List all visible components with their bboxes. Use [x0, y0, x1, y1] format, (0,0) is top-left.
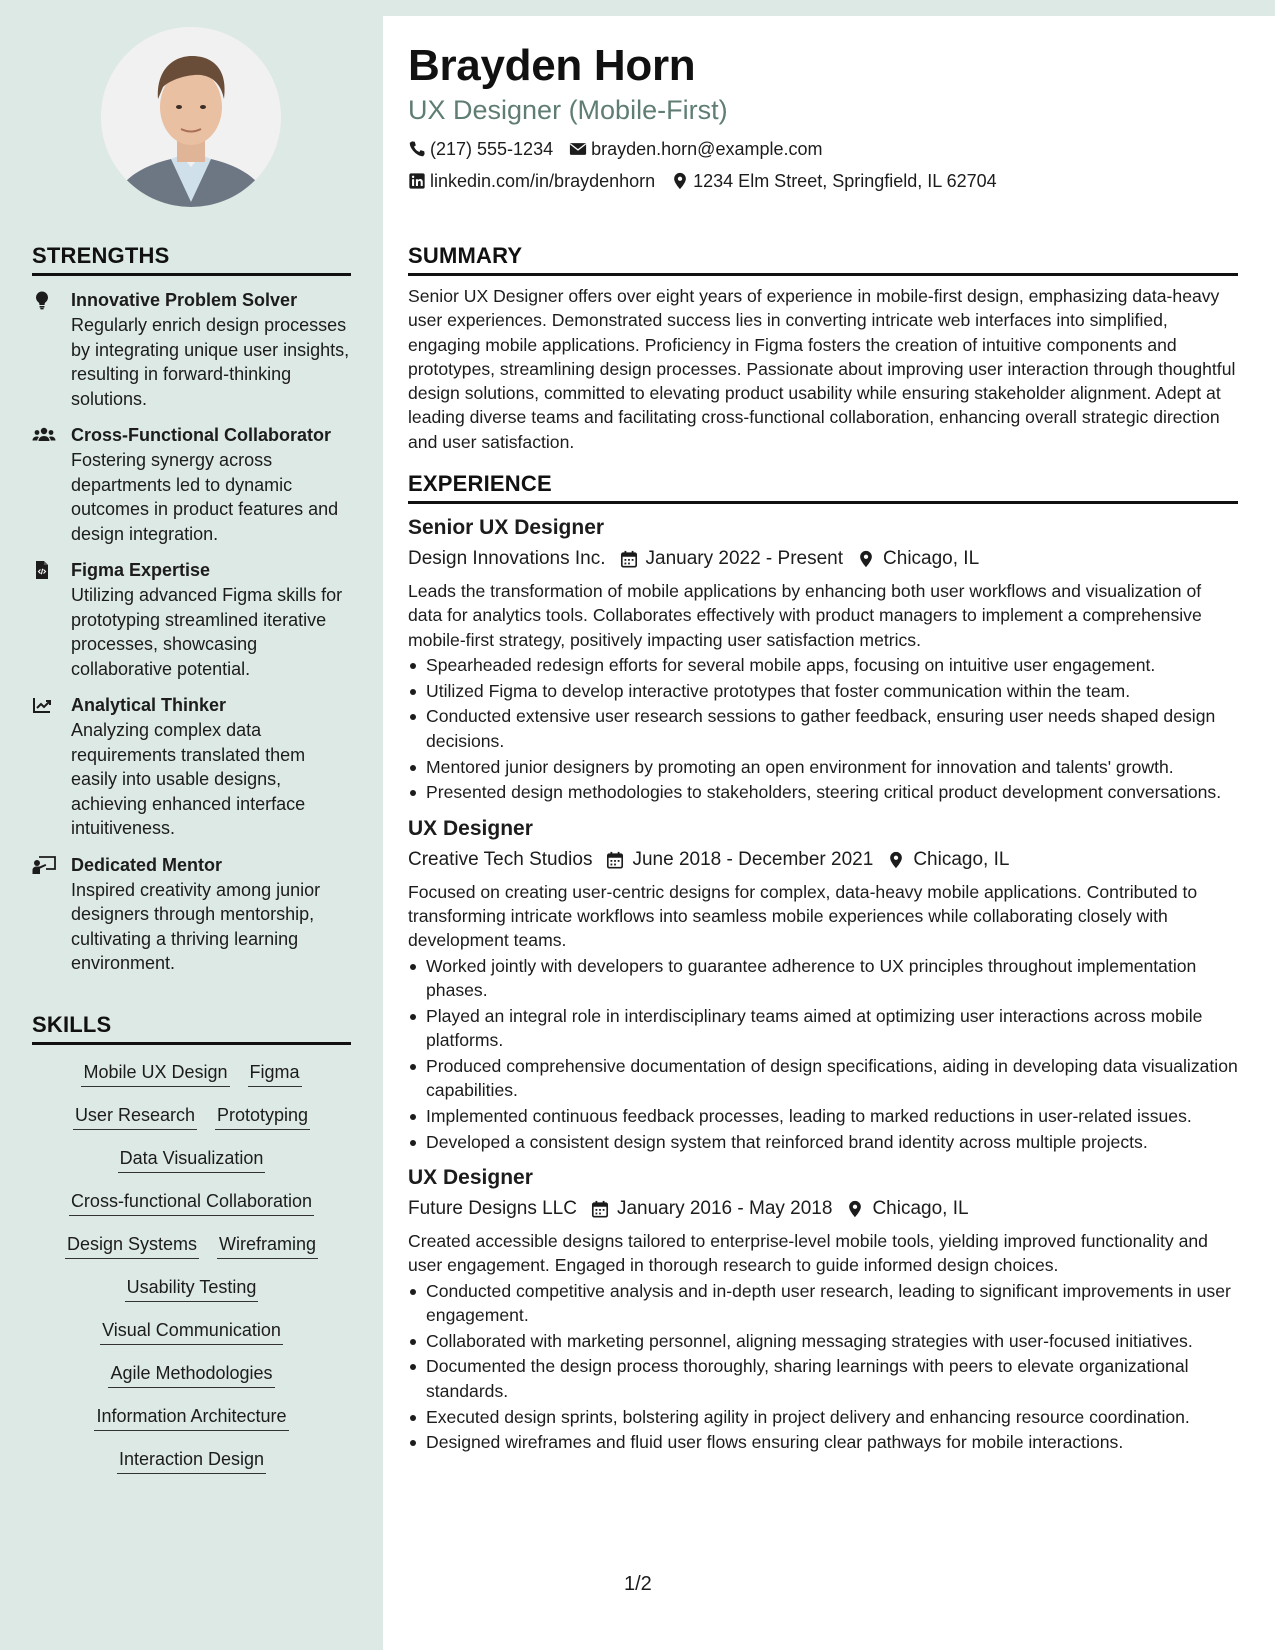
- skill-tag: Interaction Design: [117, 1446, 266, 1474]
- contact-phone[interactable]: [408, 138, 553, 160]
- job-title: Senior UX Designer: [408, 516, 605, 539]
- skill-tag: Usability Testing: [125, 1274, 259, 1302]
- candidate-name: Brayden Horn: [408, 41, 696, 90]
- calendar-icon: [606, 851, 624, 869]
- linkedin-icon: [408, 172, 426, 190]
- strength-title: Cross-Functional Collaborator: [71, 425, 332, 445]
- strength-title: Figma Expertise: [71, 560, 211, 580]
- calendar-icon: [620, 550, 638, 568]
- job-entry: [408, 1164, 1238, 1455]
- summary-section: [408, 243, 1238, 454]
- job-location: Chicago, IL: [872, 1197, 969, 1219]
- skill-tag: Data Visualization: [118, 1145, 266, 1173]
- job-dates: June 2018 - December 2021: [632, 848, 874, 870]
- bullet-item: Collaborated with marketing personnel, aligning messaging strategies with user-focused initiatives.: [408, 1329, 1238, 1353]
- bullet-item: Produced comprehensive documentation of design specifications, aiding in developing data visualization capabilities.: [408, 1054, 1238, 1103]
- lightbulb-icon: [32, 288, 71, 411]
- skill-tag: Information Architecture: [94, 1403, 288, 1431]
- strength-item: [32, 558, 351, 681]
- chart-line-icon: [32, 693, 71, 841]
- location-pin-icon: [671, 172, 689, 190]
- job-location: Chicago, IL: [883, 548, 980, 569]
- page-number: 1/2: [624, 1573, 652, 1595]
- skill-tag: User Research: [73, 1102, 197, 1130]
- job-entry: [408, 514, 1238, 805]
- summary-title: SUMMARY: [408, 243, 1238, 276]
- calendar-icon: [591, 1200, 609, 1218]
- bullet-item: Conducted competitive analysis and in-depth user research, leading to significant improvements in user engagement.: [408, 1279, 1238, 1328]
- job-description: Focused on creating user-centric designs for complex, data-heavy mobile applications. Contributed to transforming intricate workflows into seamless mobile experiences while collaborating closely with development teams.: [408, 881, 1198, 951]
- skill-tag: Design Systems: [65, 1231, 199, 1259]
- email-text: brayden.horn@example.com: [591, 139, 823, 159]
- bullet-item: Mentored junior designers by promoting an open environment for innovation and talents' growth.: [408, 755, 1238, 779]
- main-content: [383, 16, 1275, 1650]
- bullet-item: Played an integral role in interdisciplinary teams aimed at optimizing user interactions across mobile platforms.: [408, 1004, 1238, 1053]
- strength-desc: Analyzing complex data requirements translated them easily into usable designs, achieving enhanced interface intuitiveness.: [71, 720, 306, 838]
- location-pin-icon: [846, 1200, 864, 1218]
- sidebar: [0, 0, 383, 1650]
- strength-desc: Fostering synergy across departments led to dynamic outcomes in product features and design integration.: [71, 450, 339, 544]
- contact-email[interactable]: [569, 138, 822, 160]
- job-description: Created accessible designs tailored to enterprise-level mobile tools, yielding improved functionality and user engagement. Engaged in thorough research to guide informed design choices.: [408, 1230, 1208, 1276]
- job-dates: January 2022 - Present: [645, 548, 844, 569]
- location-pin-icon: [887, 851, 905, 869]
- bullet-item: Executed design sprints, bolstering agility in project delivery and enhancing resource coordination.: [408, 1405, 1238, 1429]
- skills-title: SKILLS: [32, 1012, 351, 1045]
- job-title: UX Designer: [408, 1165, 533, 1189]
- job-bullets: [408, 653, 1238, 805]
- strength-desc: Regularly enrich design processes by integrating unique user insights, resulting in forward-thinking solutions.: [71, 315, 350, 409]
- bullet-item: Utilized Figma to develop interactive prototypes that foster communication within the team.: [408, 679, 1238, 703]
- location-pin-icon: [857, 550, 875, 568]
- linkedin-text: linkedin.com/in/braydenhorn: [430, 171, 656, 191]
- summary-text: Senior UX Designer offers over eight years of experience in mobile-first design, emphasizing data-heavy user experiences. Demonstrated success lies in converting intricate web interfaces into simplified, engaging mobile applications. Proficiency in Figma fosters the creation of intuitive components and prototypes, streamlining design processes. Passionate about improving user interaction through thoughtful design solutions, committed to elevating product usability while ensuring stakeholder alignment. Adept at leading diverse teams and facilitating cross-functional collaboration, enhancing overall strategic direction and user satisfaction.: [408, 286, 1236, 452]
- skills-section: [32, 1012, 351, 1474]
- strength-item: [32, 288, 351, 411]
- experience-section: [408, 471, 1238, 1456]
- candidate-role: UX Designer (Mobile-First): [408, 95, 728, 125]
- file-code-icon: [32, 558, 71, 681]
- skills-list: [32, 1059, 351, 1474]
- portrait-image: [101, 27, 281, 207]
- resume-header: [408, 41, 1258, 197]
- phone-icon: [408, 140, 426, 158]
- skill-tag: Wireframing: [217, 1231, 318, 1259]
- bullet-item: Documented the design process thoroughly, sharing learnings with peers to elevate organizational standards.: [408, 1354, 1238, 1403]
- skill-tag: Agile Methodologies: [108, 1360, 274, 1388]
- bullet-item: Conducted extensive user research sessions to gather feedback, ensuring user needs shaped design decisions.: [408, 704, 1238, 753]
- bullet-item: Developed a consistent design system that reinforced brand identity across multiple projects.: [408, 1130, 1238, 1154]
- strength-item: [32, 853, 351, 976]
- job-company: Creative Tech Studios: [408, 848, 593, 870]
- bullet-item: Spearheaded redesign efforts for several mobile apps, focusing on intuitive user engagement.: [408, 653, 1238, 677]
- strength-item: [32, 423, 351, 546]
- strength-desc: Inspired creativity among junior designers through mentorship, cultivating a thriving learning environment.: [71, 879, 321, 973]
- skill-tag: Figma: [248, 1059, 302, 1087]
- address-text: 1234 Elm Street, Springfield, IL 62704: [693, 171, 997, 191]
- job-company: Future Designs LLC: [408, 1197, 577, 1219]
- job-meta: [408, 1195, 1238, 1223]
- job-bullets: [408, 1279, 1238, 1455]
- strengths-title: STRENGTHS: [32, 243, 351, 276]
- bullet-item: Implemented continuous feedback processes, leading to marked reductions in user-related issues.: [408, 1104, 1238, 1128]
- job-entry: [408, 815, 1238, 1154]
- phone-text: (217) 555-1234: [430, 139, 554, 159]
- envelope-icon: [569, 140, 587, 158]
- skill-tag: Visual Communication: [100, 1317, 283, 1345]
- contact-linkedin[interactable]: [408, 170, 655, 192]
- bullet-item: Designed wireframes and fluid user flows ensuring clear pathways for mobile interactions.: [408, 1430, 1238, 1454]
- job-company: Design Innovations Inc.: [408, 548, 606, 569]
- profile-photo: [101, 27, 281, 207]
- strength-title: Dedicated Mentor: [71, 854, 223, 875]
- experience-title: EXPERIENCE: [408, 471, 1238, 504]
- job-description: Leads the transformation of mobile applications by enhancing both user workflows and visualization of data for analytics tools. Collaborates effectively with product managers to implement a comprehensive mobile-first strategy, positively impacting user satisfaction metrics.: [408, 581, 1202, 650]
- job-meta: [408, 846, 1238, 874]
- contact-address: [671, 170, 997, 192]
- strength-item: [32, 693, 351, 841]
- skill-tag: Cross-functional Collaboration: [69, 1188, 314, 1216]
- job-title: UX Designer: [408, 816, 533, 840]
- users-icon: [32, 423, 71, 546]
- job-location: Chicago, IL: [913, 848, 1010, 870]
- contact-info: [408, 133, 1258, 197]
- job-bullets: [408, 954, 1238, 1154]
- bullet-item: Worked jointly with developers to guarantee adherence to UX principles throughout implementation phases.: [408, 954, 1238, 1003]
- strength-title: Analytical Thinker: [71, 695, 227, 715]
- strength-title: Innovative Problem Solver: [71, 290, 298, 310]
- strength-desc: Utilizing advanced Figma skills for prototyping streamlined iterative processes, showcasing collaborative potential.: [71, 585, 343, 679]
- chalkboard-teacher-icon: [32, 853, 71, 976]
- skill-tag: Prototyping: [215, 1102, 310, 1130]
- job-meta: [408, 545, 1238, 573]
- job-dates: January 2016 - May 2018: [616, 1197, 833, 1219]
- bullet-item: Presented design methodologies to stakeholders, steering critical product development conversations.: [408, 780, 1238, 804]
- skill-tag: Mobile UX Design: [81, 1059, 229, 1087]
- strengths-section: [32, 243, 351, 988]
